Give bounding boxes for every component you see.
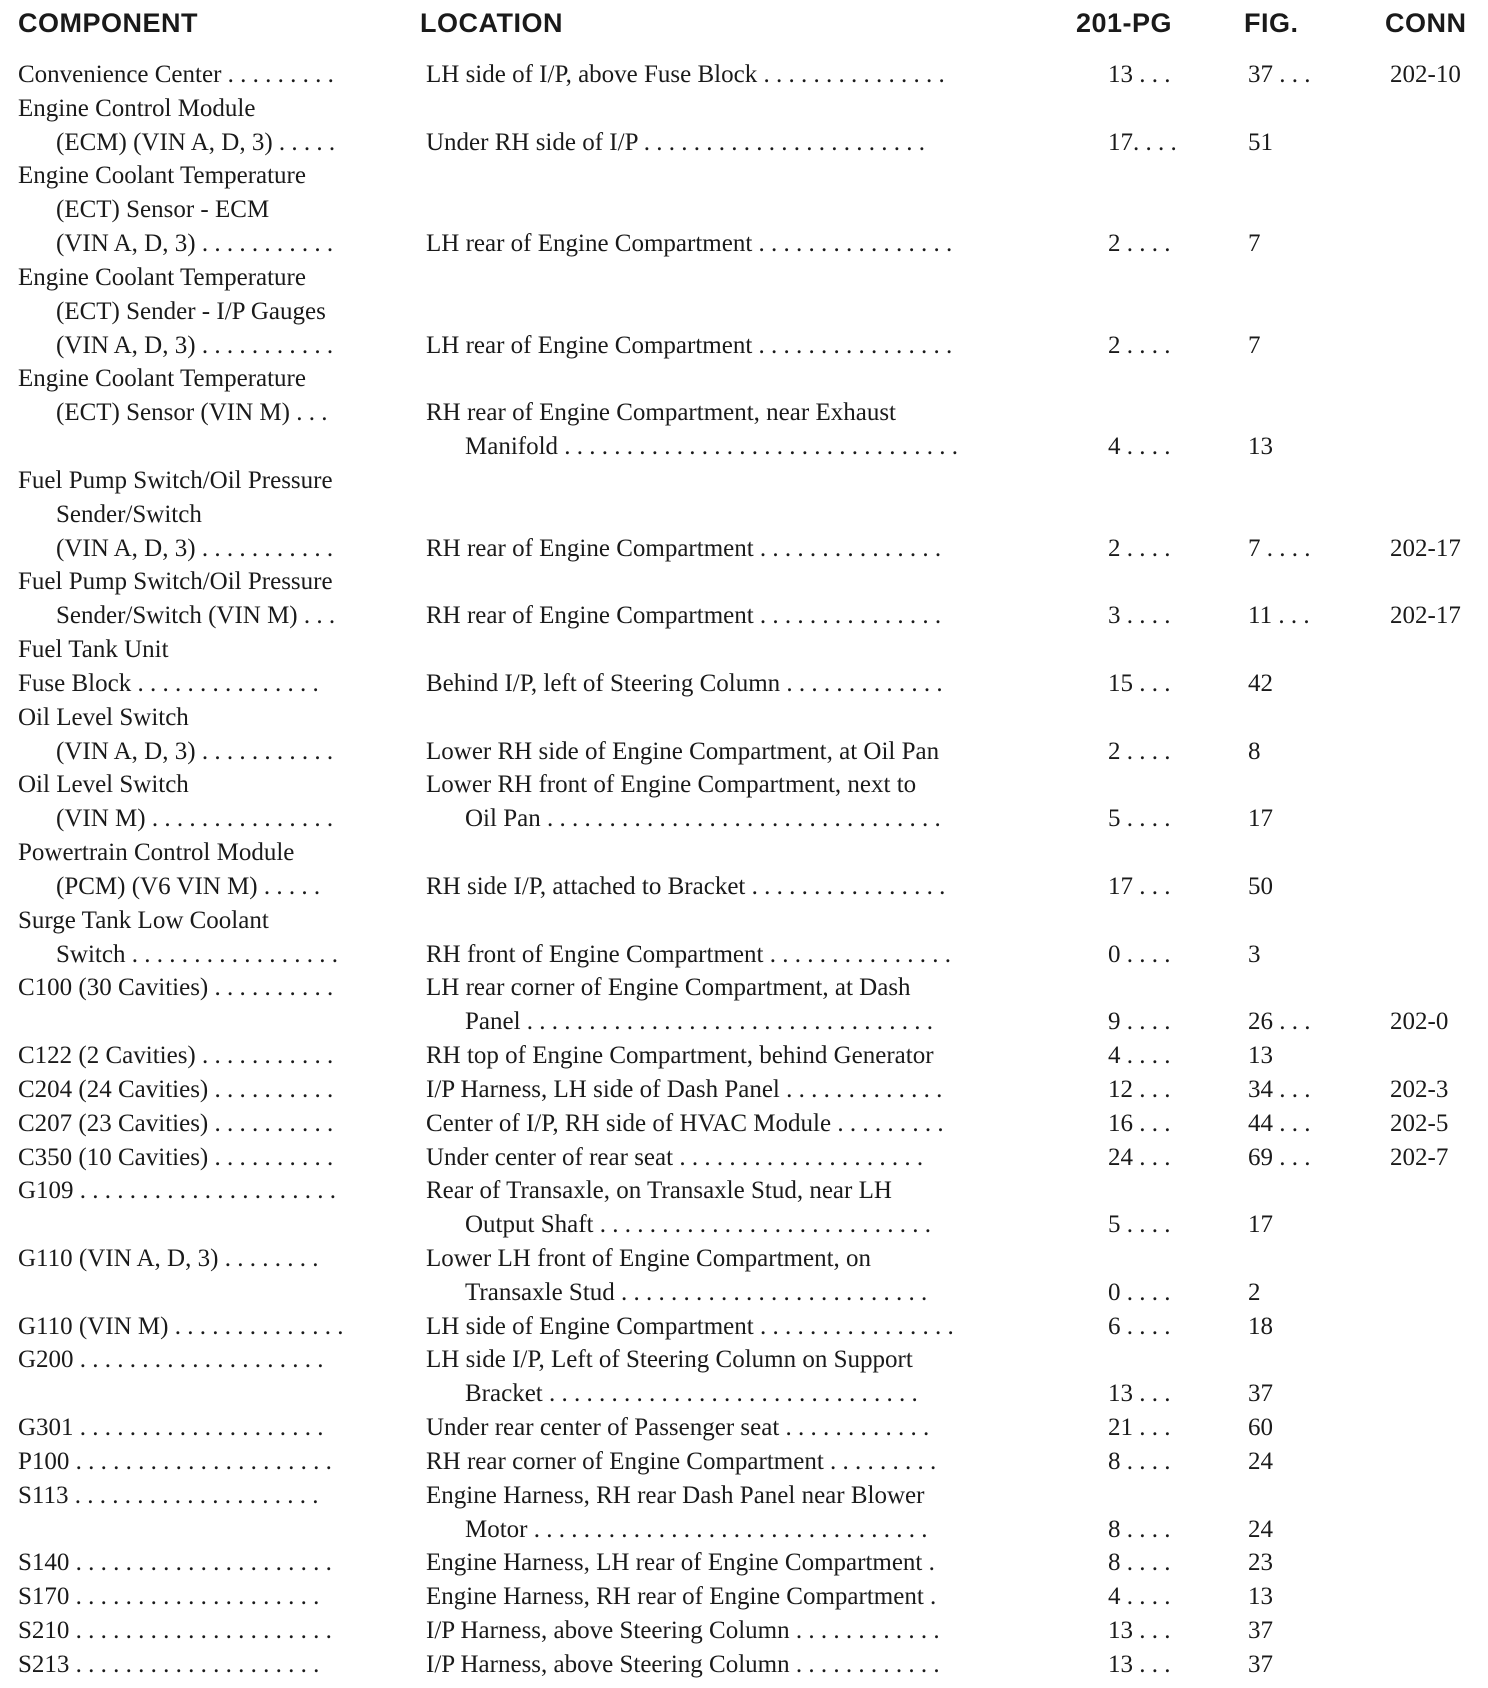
row-line [0,1107,1488,1141]
component-cell: (ECT) Sensor - ECM [56,196,270,224]
component-cell: G109 . . . . . . . . . . . . . . . . . . . . . [18,1177,337,1205]
location-cell: RH top of Engine Compartment, behind Generator [426,1042,934,1070]
fig-cell: 51 [1248,128,1273,156]
component-cell: Fuel Pump Switch/Oil Pressure [18,568,333,596]
row-line [0,1377,1488,1411]
page-cell: 8 . . . . [1108,1447,1171,1475]
conn-cell: 202-5 [1390,1109,1449,1137]
row-line [0,1276,1488,1310]
row-line [0,498,1488,532]
page-cell: 15 . . . [1108,669,1171,697]
component-cell: (VIN A, D, 3) . . . . . . . . . . . [56,534,334,562]
location-cell: Engine Harness, LH rear of Engine Compartment . [426,1549,935,1577]
component-cell: (VIN A, D, 3) . . . . . . . . . . . [56,230,334,258]
location-cell: Under RH side of I/P . . . . . . . . . . . . . . . . . . . . . . . [426,128,926,156]
table-row [0,1039,1488,1073]
row-line [0,1479,1488,1513]
fig-cell: 37 . . . [1248,61,1311,88]
row-line [0,768,1488,802]
row-line [0,599,1488,633]
row-line [0,904,1488,938]
row-line [0,1073,1488,1107]
row-line [0,261,1488,295]
page-cell: 21 . . . [1108,1414,1171,1442]
location-cell: RH side I/P, attached to Bracket . . . . . . . . . . . . . . . . [426,872,946,900]
table-row [0,904,1488,972]
component-cell: Surge Tank Low Coolant [18,906,269,934]
page-cell: 5 . . . . [1108,805,1171,833]
location-cell: RH front of Engine Compartment . . . . . . . . . . . . . . . [426,940,951,968]
table-row [0,633,1488,667]
page-cell: 17. . . . [1108,128,1177,156]
table-row [0,92,1488,160]
row-line [0,1208,1488,1242]
component-cell: G110 (VIN M) . . . . . . . . . . . . . . [18,1312,344,1340]
component-cell: (VIN A, D, 3) . . . . . . . . . . . [56,737,334,765]
row-line [0,565,1488,599]
header-fig: FIG. [1244,8,1299,38]
location-cell: I/P Harness, above Steering Column . . . . . . . . . . . . [426,1650,940,1678]
location-cell: I/P Harness, above Steering Column . . . . . . . . . . . . [426,1617,940,1645]
row-line [0,1648,1488,1682]
row-line [0,1039,1488,1073]
fig-cell: 17 [1248,1211,1273,1239]
row-line [0,1546,1488,1580]
fig-cell: 60 [1248,1414,1273,1442]
fig-cell: 37 [1248,1650,1273,1678]
table-row [0,1343,1488,1411]
component-cell: S210 . . . . . . . . . . . . . . . . . . . . . [18,1617,332,1645]
row-line [0,329,1488,363]
location-cell: Engine Harness, RH rear of Engine Compartment . [426,1583,937,1611]
component-cell: Switch . . . . . . . . . . . . . . . . . [56,940,338,968]
page-cell: 17 . . . [1108,872,1171,900]
location-cell: LH rear of Engine Compartment . . . . . . . . . . . . . . . . [426,230,953,258]
location-cell: Center of I/P, RH side of HVAC Module . . . . . . . . . [426,1109,944,1137]
component-cell: C207 (23 Cavities) . . . . . . . . . . [18,1109,334,1137]
page-cell: 5 . . . . [1108,1211,1171,1239]
component-cell: (ECM) (VIN A, D, 3) . . . . . [56,128,336,156]
fig-cell: 13 [1248,1042,1273,1070]
table-row [0,1445,1488,1479]
component-location-table [0,58,1488,1682]
location-cell: Bracket . . . . . . . . . . . . . . . . . . . . . . . . . . . . . . [465,1380,918,1408]
page-cell: 24 . . . [1108,1143,1171,1171]
component-cell: Convenience Center . . . . . . . . . [18,61,334,88]
fig-cell: 34 . . . [1248,1075,1311,1103]
location-cell: Lower RH side of Engine Compartment, at Oil Pan [426,737,940,765]
location-cell: Lower RH front of Engine Compartment, next to [426,771,917,799]
table-row [0,1141,1488,1175]
page-cell: 4 . . . . [1108,1583,1171,1611]
table-row [0,1411,1488,1445]
page-cell: 0 . . . . [1108,1278,1171,1306]
location-cell: Under center of rear seat . . . . . . . . . . . . . . . . . . . . [426,1143,924,1171]
fig-cell: 7 . . . . [1248,534,1311,562]
fig-cell: 17 [1248,805,1273,833]
table-row [0,58,1488,92]
row-line [0,633,1488,667]
component-cell: S140 . . . . . . . . . . . . . . . . . . . . . [18,1549,332,1577]
page-cell: 3 . . . . [1108,602,1171,630]
row-line [0,295,1488,329]
table-row [0,667,1488,701]
conn-cell: 202-17 [1390,602,1461,630]
fig-cell: 44 . . . [1248,1109,1311,1137]
conn-cell: 202-17 [1390,534,1461,562]
component-cell: C350 (10 Cavities) . . . . . . . . . . [18,1143,334,1171]
component-cell: Engine Coolant Temperature [18,263,306,291]
component-cell: Sender/Switch [56,500,202,528]
component-cell: Engine Control Module [18,94,256,122]
table-row [0,1073,1488,1107]
fig-cell: 50 [1248,872,1273,900]
header-page: 201-PG [1076,8,1173,38]
fig-cell: 3 [1248,940,1261,968]
component-cell: G301 . . . . . . . . . . . . . . . . . . . . [18,1414,324,1442]
table-row [0,1546,1488,1580]
row-line [0,58,1488,92]
row-line [0,1174,1488,1208]
row-line [0,1513,1488,1547]
fig-cell: 18 [1248,1312,1273,1340]
location-cell: LH rear corner of Engine Compartment, at Dash [426,974,911,1002]
location-cell: Behind I/P, left of Steering Column . . . . . . . . . . . . . [426,669,943,697]
location-cell: LH rear of Engine Compartment . . . . . . . . . . . . . . . . [426,331,953,359]
table-row [0,1310,1488,1344]
row-line [0,396,1488,430]
fig-cell: 42 [1248,669,1273,697]
location-cell: RH rear corner of Engine Compartment . . . . . . . . . [426,1447,937,1475]
location-cell: Transaxle Stud . . . . . . . . . . . . . . . . . . . . . . . . . [465,1278,928,1306]
row-line [0,802,1488,836]
table-row [0,159,1488,260]
page-cell: 13 . . . [1108,1380,1171,1408]
fig-cell: 24 [1248,1447,1273,1475]
component-cell: S113 . . . . . . . . . . . . . . . . . . . . [18,1481,319,1509]
table-row [0,1648,1488,1682]
table-row [0,1107,1488,1141]
row-line [0,1141,1488,1175]
page-cell: 8 . . . . [1108,1549,1171,1577]
component-cell: (ECT) Sensor (VIN M) . . . [56,399,328,427]
row-line [0,126,1488,160]
page-cell: 2 . . . . [1108,534,1171,562]
conn-cell: 202-0 [1390,1008,1449,1036]
component-cell: Engine Coolant Temperature [18,365,306,393]
location-cell: Manifold . . . . . . . . . . . . . . . . . . . . . . . . . . . . . . . . [465,433,959,461]
location-cell: Under rear center of Passenger seat . . . . . . . . . . . . [426,1414,930,1442]
component-cell: G200 . . . . . . . . . . . . . . . . . . . . [18,1346,324,1374]
fig-cell: 24 [1248,1515,1273,1543]
table-row [0,1614,1488,1648]
table-row [0,836,1488,904]
row-line [0,971,1488,1005]
row-line [0,938,1488,972]
fig-cell: 8 [1248,737,1261,765]
table-row [0,1174,1488,1242]
fig-cell: 37 [1248,1380,1273,1408]
page-cell: 13 . . . [1108,1617,1171,1645]
table-row [0,1479,1488,1547]
component-cell: Sender/Switch (VIN M) . . . [56,602,336,630]
row-line [0,1005,1488,1039]
location-cell: Engine Harness, RH rear Dash Panel near Blower [426,1481,925,1509]
fig-cell: 37 [1248,1617,1273,1645]
component-cell: (VIN A, D, 3) . . . . . . . . . . . [56,331,334,359]
component-cell: Fuel Pump Switch/Oil Pressure [18,466,333,494]
page-cell: 2 . . . . [1108,737,1171,765]
page-cell: 6 . . . . [1108,1312,1171,1340]
row-line [0,1445,1488,1479]
component-cell: Oil Level Switch [18,771,189,799]
row-line [0,430,1488,464]
page-cell: 2 . . . . [1108,331,1171,359]
component-cell: P100 . . . . . . . . . . . . . . . . . . . . . [18,1447,332,1475]
row-line [0,735,1488,769]
component-cell: (ECT) Sender - I/P Gauges [56,297,326,325]
table-row [0,1580,1488,1614]
header-location: LOCATION [420,8,563,38]
row-line [0,92,1488,126]
page-cell: 16 . . . [1108,1109,1171,1137]
location-cell: RH rear of Engine Compartment, near Exhaust [426,399,896,427]
component-cell: Powertrain Control Module [18,839,295,867]
fig-cell: 2 [1248,1278,1261,1306]
row-line [0,193,1488,227]
location-cell: RH rear of Engine Compartment . . . . . . . . . . . . . . . [426,534,942,562]
fig-cell: 26 . . . [1248,1008,1311,1036]
location-cell: LH side of Engine Compartment . . . . . . . . . . . . . . . . [426,1312,954,1340]
component-cell: C122 (2 Cavities) . . . . . . . . . . . [18,1042,334,1070]
page-cell: 4 . . . . [1108,433,1171,461]
conn-cell: 202-10 [1390,61,1461,88]
row-line [0,1310,1488,1344]
component-cell: Engine Coolant Temperature [18,162,306,190]
row-line [0,870,1488,904]
header-component: COMPONENT [18,8,198,38]
table-row [0,1242,1488,1310]
row-line [0,1343,1488,1377]
component-cell: (PCM) (V6 VIN M) . . . . . [56,872,321,900]
row-line [0,227,1488,261]
location-cell: Panel . . . . . . . . . . . . . . . . . . . . . . . . . . . . . . . . . [465,1008,934,1036]
row-line [0,159,1488,193]
component-cell: S170 . . . . . . . . . . . . . . . . . . . . [18,1583,320,1611]
row-line [0,464,1488,498]
component-cell: Oil Level Switch [18,703,189,731]
location-cell: LH side of I/P, above Fuse Block . . . . . . . . . . . . . . . [426,61,945,88]
location-cell: Lower LH front of Engine Compartment, on [426,1244,872,1272]
row-line [0,1580,1488,1614]
component-cell: C100 (30 Cavities) . . . . . . . . . . [18,974,334,1002]
page-cell: 13 . . . [1108,61,1171,88]
location-cell: Rear of Transaxle, on Transaxle Stud, near LH [426,1177,892,1205]
component-cell: S213 . . . . . . . . . . . . . . . . . . . . [18,1650,320,1678]
fig-cell: 13 [1248,1583,1273,1611]
table-row [0,971,1488,1039]
header-conn: CONN [1385,8,1467,38]
row-line [0,1411,1488,1445]
table-row [0,768,1488,836]
page-cell: 12 . . . [1108,1075,1171,1103]
component-cell: Fuel Tank Unit [18,636,169,664]
table-row [0,565,1488,633]
fig-cell: 7 [1248,331,1261,359]
location-cell: Motor . . . . . . . . . . . . . . . . . . . . . . . . . . . . . . . . [465,1515,928,1543]
row-line [0,532,1488,566]
table-row [0,261,1488,362]
table-row [0,701,1488,769]
row-line [0,1242,1488,1276]
component-cell: G110 (VIN A, D, 3) . . . . . . . . [18,1244,319,1272]
row-line [0,362,1488,396]
location-cell: Oil Pan . . . . . . . . . . . . . . . . . . . . . . . . . . . . . . . . [465,805,941,833]
row-line [0,701,1488,735]
location-cell: RH rear of Engine Compartment . . . . . . . . . . . . . . . [426,602,942,630]
row-line [0,667,1488,701]
component-cell: C204 (24 Cavities) . . . . . . . . . . [18,1075,334,1103]
location-cell: Output Shaft . . . . . . . . . . . . . . . . . . . . . . . . . . . [465,1211,931,1239]
fig-cell: 7 [1248,230,1261,258]
fig-cell: 13 [1248,433,1273,461]
page-cell: 9 . . . . [1108,1008,1171,1036]
page-cell: 13 . . . [1108,1650,1171,1678]
component-cell: (VIN M) . . . . . . . . . . . . . . . [56,805,334,833]
table-row [0,362,1488,463]
location-cell: I/P Harness, LH side of Dash Panel . . . . . . . . . . . . . [426,1075,943,1103]
fig-cell: 23 [1248,1549,1273,1577]
location-cell: LH side I/P, Left of Steering Column on Support [426,1346,913,1374]
row-line [0,836,1488,870]
conn-cell: 202-3 [1390,1075,1449,1103]
component-cell: Fuse Block . . . . . . . . . . . . . . . [18,669,319,697]
page-cell: 2 . . . . [1108,230,1171,258]
table-row [0,464,1488,565]
page-cell: 4 . . . . [1108,1042,1171,1070]
conn-cell: 202-7 [1390,1143,1449,1171]
fig-cell: 69 . . . [1248,1143,1311,1171]
fig-cell: 11 . . . [1248,602,1310,630]
page-cell: 0 . . . . [1108,940,1171,968]
row-line [0,1614,1488,1648]
page-cell: 8 . . . . [1108,1515,1171,1543]
